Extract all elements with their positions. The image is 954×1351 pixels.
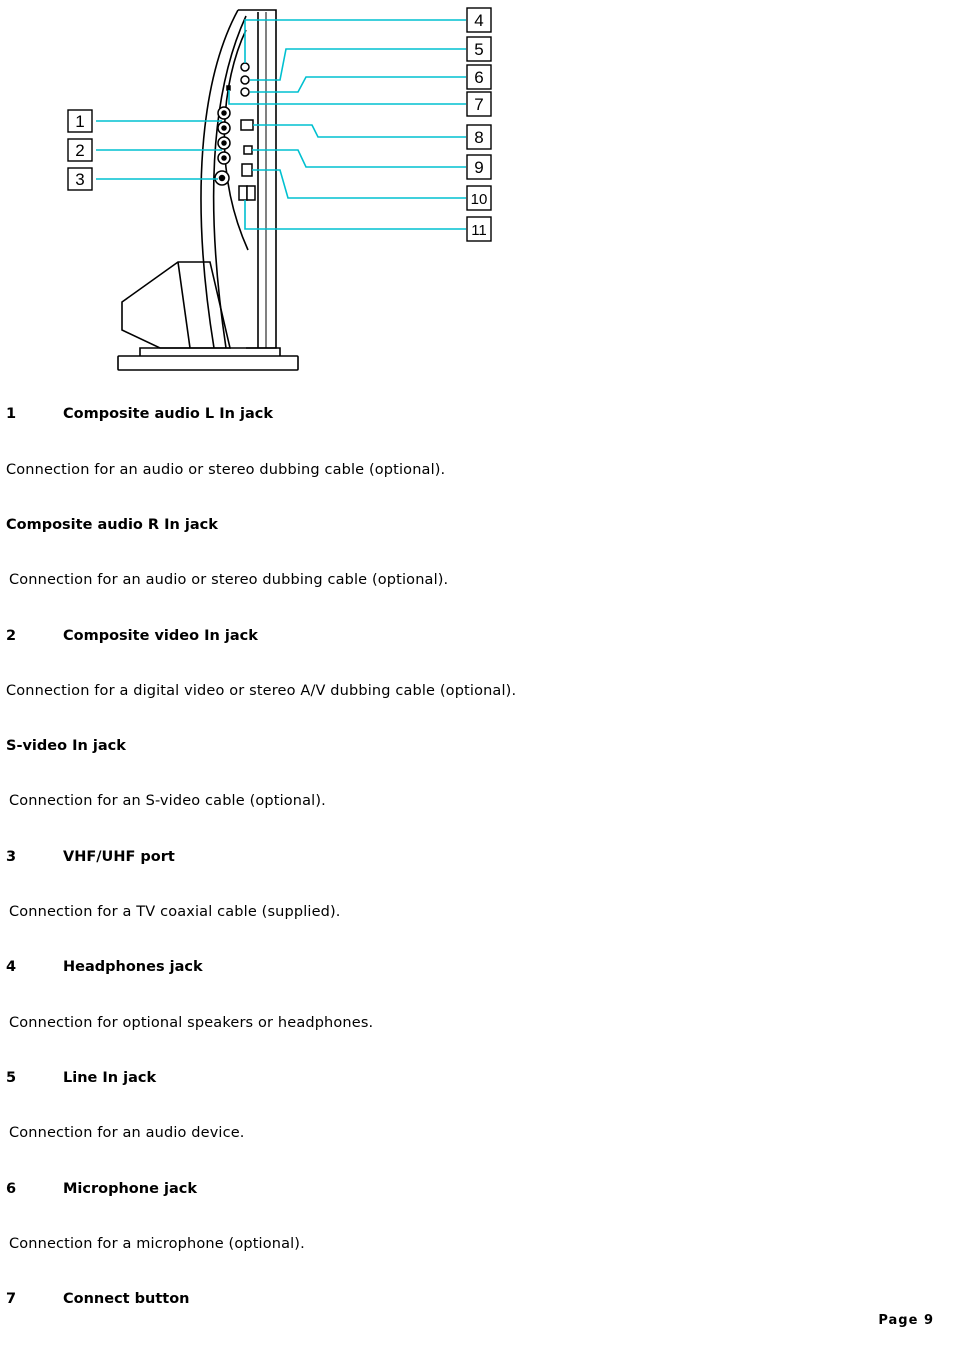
entry-title: VHF/UHF port [63, 849, 175, 865]
callout-3: 3 [75, 170, 85, 189]
callout-1: 1 [75, 112, 85, 131]
entry-description: Connection for an audio device. [9, 1125, 245, 1141]
entry-description: Connection for a digital video or stereo A/V dubbing cable (optional). [6, 683, 517, 699]
page-number: Page 9 [878, 1313, 934, 1328]
callout-2: 2 [75, 141, 85, 160]
entry-heading [6, 1180, 197, 1198]
entry-heading [6, 627, 258, 645]
entry-description: Connection for an audio or stereo dubbing cable (optional). [9, 572, 449, 588]
entry-number: 6 [6, 1181, 17, 1197]
entry-number: 7 [6, 1291, 17, 1307]
entry-title: S-video In jack [6, 738, 126, 754]
jack-group [215, 63, 255, 200]
entry-description: Connection for a microphone (optional). [9, 1236, 305, 1252]
callout-7: 7 [474, 95, 484, 114]
entry-number: 5 [6, 1070, 17, 1086]
entry-number: 2 [6, 628, 17, 644]
entry-number: 4 [6, 959, 17, 975]
entry-heading [6, 1290, 190, 1308]
callout-11: 11 [471, 222, 487, 239]
entry-heading [6, 405, 273, 423]
entry-description: Connection for an S-video cable (optional). [9, 793, 326, 809]
entry-title: Microphone jack [63, 1181, 197, 1197]
callout-9: 9 [474, 158, 484, 177]
callout-5: 5 [474, 40, 484, 59]
callout-6: 6 [474, 68, 484, 87]
entry-title: Line In jack [63, 1070, 157, 1086]
entry-title: Composite video In jack [63, 628, 258, 644]
entry-heading [6, 848, 175, 866]
entry-description: Connection for optional speakers or headphones. [9, 1015, 374, 1031]
entry-title: Connect button [63, 1291, 190, 1307]
entry-description: Connection for a TV coaxial cable (supplied). [9, 904, 341, 920]
callout-8: 8 [474, 128, 484, 147]
callout-10: 10 [470, 191, 488, 208]
entry-title: Composite audio L In jack [63, 406, 273, 422]
side-panel-diagram [60, 0, 500, 380]
entry-heading [6, 958, 203, 976]
entry-heading [6, 1069, 156, 1087]
callout-boxes-right [467, 8, 491, 241]
callout-boxes-left [68, 110, 92, 190]
entry-number: 1 [6, 406, 17, 422]
callout-4: 4 [474, 11, 484, 30]
monitor-outline [118, 10, 298, 370]
entry-description: Connection for an audio or stereo dubbing cable (optional). [6, 462, 446, 478]
callout-lines [96, 20, 466, 229]
entry-title: Headphones jack [63, 959, 203, 975]
entry-title: Composite audio R In jack [6, 517, 218, 533]
entry-number: 3 [6, 849, 17, 865]
